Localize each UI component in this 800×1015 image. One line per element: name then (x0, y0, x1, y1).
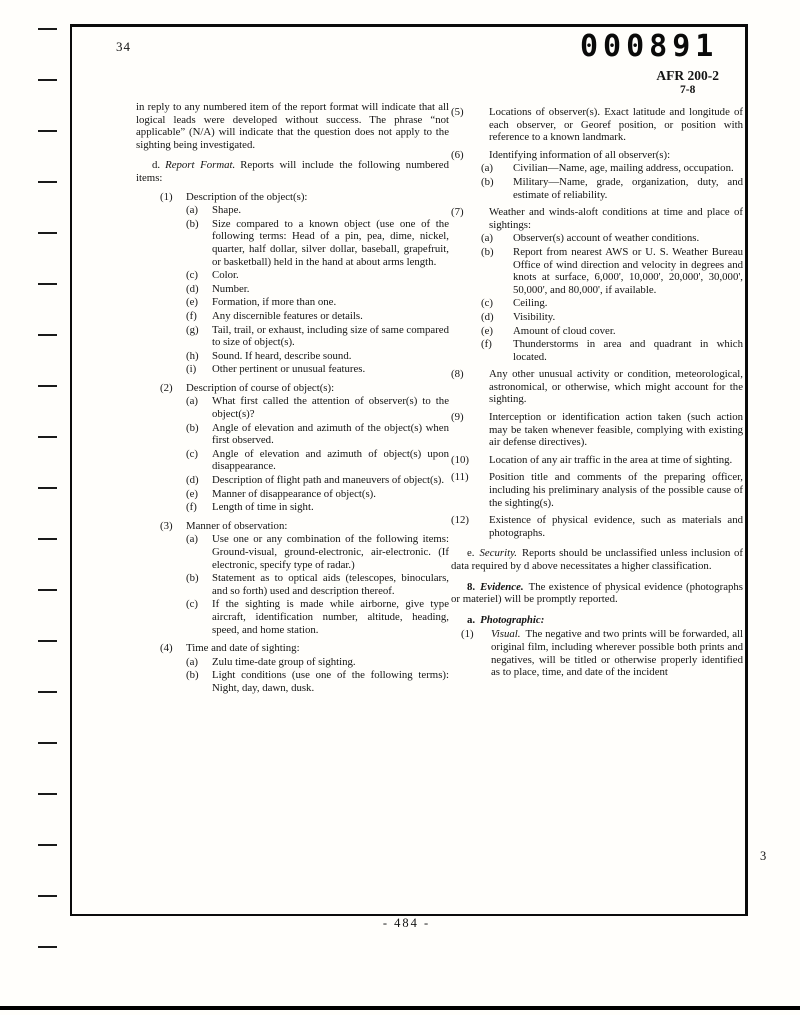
item-text: Angle of elevation and azimuth of the object(s) when first observed. (212, 421, 449, 447)
text-block (451, 454, 743, 467)
scan-edge-bar (0, 1006, 800, 1010)
text-block (136, 474, 449, 487)
text-block (136, 101, 449, 151)
item-label: (6) (451, 148, 464, 161)
item-label: (d) (186, 474, 199, 487)
item-label: (f) (481, 338, 492, 351)
text-block (136, 572, 449, 597)
item-label: (h) (186, 349, 199, 362)
item-emphasis: Photographic: (480, 613, 545, 626)
paragraph-ref-label: 7-8 (680, 84, 696, 96)
item-text: Identifying information of all observer(s): (489, 148, 671, 161)
item-label: (c) (186, 598, 198, 611)
item-text: Other pertinent or unusual features. (212, 363, 366, 376)
text-block (136, 656, 449, 669)
item-text: Sound. If heard, describe sound. (212, 349, 352, 362)
text-block (136, 350, 449, 363)
text-block (136, 269, 449, 282)
item-text: Use one or any combination of the following items: Ground-visual, ground-electronic, air-electronic. (If electronic, specify type of radar.) (212, 533, 449, 571)
item-label: (b) (481, 245, 494, 258)
text-block (451, 206, 743, 231)
footer-page-number: - 484 - (382, 916, 431, 930)
text-block (136, 363, 449, 376)
item-text: Description of flight path and maneuvers of object(s). (212, 474, 445, 487)
text-block (451, 297, 743, 310)
item-text: Description of course of object(s): (186, 381, 335, 394)
item-label: (11) (451, 471, 469, 484)
item-label: (d) (481, 310, 494, 323)
stamp-serial-number: 000891 (580, 29, 719, 64)
item-text: in reply to any numbered item of the report format will indicate that all logical leads were developed without success. The phrase “not applicable” (N/A) will indicate that the question does not apply to the sighting being investigated. (136, 101, 449, 151)
item-label: (b) (186, 217, 199, 230)
item-label: (7) (451, 206, 464, 219)
item-emphasis: Visual. (491, 628, 521, 641)
page-frame (70, 24, 767, 916)
item-text: Amount of cloud cover. (513, 324, 616, 337)
text-block (451, 311, 743, 324)
item-label: (12) (451, 514, 469, 527)
item-label: a. (467, 613, 476, 626)
item-text: Tail, trail, or exhaust, including size of same compared to size of object(s). (212, 323, 449, 349)
text-block (451, 162, 743, 175)
item-text: Description of the object(s): (186, 190, 308, 203)
text-block (451, 325, 743, 338)
text-block (136, 191, 449, 204)
item-label: (f) (186, 501, 197, 514)
item-text: The existence of physical evidence (photographs or materiel) will be promptly reported. (451, 580, 743, 606)
text-block (136, 283, 449, 296)
item-label: (c) (186, 447, 198, 460)
text-block (136, 324, 449, 349)
item-label: (1) (461, 628, 474, 641)
text-block (136, 642, 449, 655)
item-text: Visibility. (513, 310, 556, 323)
text-block (451, 149, 743, 162)
text-block (136, 422, 449, 447)
item-label: (8) (451, 368, 464, 381)
item-label: (a) (186, 395, 198, 408)
item-label: (c) (186, 269, 198, 282)
item-label: (10) (451, 453, 469, 466)
text-block (136, 395, 449, 420)
right-text-column (451, 101, 743, 679)
item-text: Color. (212, 269, 239, 282)
item-text: Locations of observer(s). Exact latitude and longitude of each observer, or Georef position, or position with reference to a known landmark. (489, 106, 743, 144)
text-block (451, 471, 743, 509)
text-block (451, 547, 743, 572)
doc-ref-label: AFR 200-2 (656, 68, 719, 83)
item-text: Thunderstorms in area and quadrant in which located. (513, 338, 743, 363)
item-text: Number. (212, 282, 250, 295)
item-text: Reports should be unclassified unless inclusion of data required by d above necessitates a higher classification. (451, 547, 743, 572)
text-block (451, 176, 743, 201)
item-text: Report from nearest AWS or U. S. Weather Bureau Office of wind direction and velocity in degrees and knots at surface, 6,000', 10,000', 20,000', 30,000', 50,000', and 80,000', if available. (513, 245, 743, 296)
corner-page-number: 34 (116, 39, 131, 54)
item-label: (a) (186, 655, 198, 668)
left-text-column (136, 101, 449, 695)
item-text: Time and date of sighting: (186, 642, 300, 655)
text-block (451, 411, 743, 449)
item-text: Ceiling. (513, 297, 548, 310)
item-text: Manner of observation: (186, 519, 288, 532)
text-block (136, 520, 449, 533)
item-label: (d) (186, 282, 199, 295)
text-block (451, 628, 743, 678)
item-label: (e) (186, 487, 198, 500)
text-block (136, 296, 449, 309)
text-block (451, 338, 743, 363)
item-label: (i) (186, 363, 197, 376)
item-text: Civilian—Name, age, mailing address, occupation. (513, 162, 734, 175)
item-label: (c) (481, 297, 493, 310)
text-block (451, 106, 743, 144)
text-block (451, 514, 743, 539)
item-text: Interception or identification action taken (such action may be taken whenever feasible, complying with existing air defense directives). (489, 411, 743, 449)
text-block (136, 218, 449, 268)
item-text: Statement as to optical aids (telescopes, binoculars, and so forth) used and description thereof. (212, 572, 449, 597)
document-reference (656, 69, 719, 97)
item-text: Observer(s) account of weather conditions. (513, 232, 700, 245)
item-label: (4) (160, 642, 173, 655)
item-text: Length of time in sight. (212, 501, 314, 514)
text-block (136, 204, 449, 217)
item-label: (b) (481, 175, 494, 188)
text-block (451, 368, 743, 406)
item-text: Reports will include the following numbered items: (136, 159, 449, 184)
text-block (136, 159, 449, 184)
page-number-bottom: 3 (760, 849, 767, 863)
text-block (136, 310, 449, 323)
text-block (136, 598, 449, 636)
item-label: (5) (451, 106, 464, 118)
item-text: What first called the attention of observer(s) to the object(s)? (212, 395, 449, 421)
binding-marks (38, 28, 57, 966)
text-block (136, 382, 449, 395)
item-text: Location of any air traffic in the area at time of sighting. (489, 453, 733, 466)
item-label: (b) (186, 572, 199, 585)
item-label: (2) (160, 381, 173, 394)
item-text: Size compared to a known object (use one of the following terms: Head of a pin, pea, dime, nickel, quarter, half dollar, silver dollar, baseball, grapefruit, or basketball) held in the hand at about arms length. (212, 217, 449, 268)
item-text: Formation, if more than one. (212, 296, 337, 309)
text-block (136, 501, 449, 514)
item-label: (e) (481, 324, 493, 337)
item-text: Manner of disappearance of object(s). (212, 487, 376, 500)
item-label: (f) (186, 309, 197, 322)
item-text: Military—Name, grade, organization, duty, and estimate of reliability. (513, 175, 743, 201)
text-block (136, 448, 449, 473)
item-label: (g) (186, 323, 199, 336)
item-label: (a) (481, 162, 493, 175)
text-block (451, 246, 743, 296)
item-text: Shape. (212, 204, 242, 217)
item-label: (e) (186, 296, 198, 309)
item-text: If the sighting is made while airborne, give type aircraft, identification number, altitude, heading, speed, and home station. (212, 598, 449, 636)
text-block (451, 581, 743, 606)
item-text: Light conditions (use one of the following terms): Night, day, dawn, dusk. (212, 669, 449, 694)
item-label: (a) (186, 533, 198, 546)
text-block (136, 533, 449, 571)
item-text: Zulu time-date group of sighting. (212, 655, 356, 668)
item-text: Angle of elevation and azimuth of object(s) upon disappearance. (212, 447, 449, 473)
item-label: (b) (186, 421, 199, 434)
text-block (451, 614, 743, 627)
item-emphasis: Security. (479, 547, 517, 560)
text-block (136, 488, 449, 501)
text-block (451, 232, 743, 245)
item-text: Weather and winds-aloft conditions at time and place of sightings: (489, 206, 743, 231)
item-emphasis: Report Format. (165, 159, 236, 172)
item-text: Existence of physical evidence, such as materials and photographs. (489, 514, 743, 539)
item-label: d. (152, 159, 161, 172)
item-label: (b) (186, 669, 199, 682)
item-text: Any discernible features or details. (212, 309, 363, 322)
item-label: (9) (451, 411, 464, 424)
item-label: 8. (467, 580, 476, 593)
item-text: Position title and comments of the preparing officer, including his preliminary analysis of the possible cause of the sighting(s). (489, 471, 743, 509)
item-label: e. (467, 547, 475, 560)
text-block (136, 669, 449, 694)
item-emphasis: Evidence. (480, 580, 524, 593)
item-text: Any other unusual activity or condition, meteorological, astronomical, or otherwise, which might account for the sighting. (489, 368, 743, 406)
item-text: The negative and two prints will be forwarded, all original film, including wherever possible both prints and negatives, will be titled or otherwise properly identified as to place, time, and date of the incident (491, 628, 743, 679)
item-label: (1) (160, 190, 173, 203)
item-label: (a) (186, 204, 198, 217)
item-label: (a) (481, 232, 493, 245)
item-label: (3) (160, 519, 173, 532)
